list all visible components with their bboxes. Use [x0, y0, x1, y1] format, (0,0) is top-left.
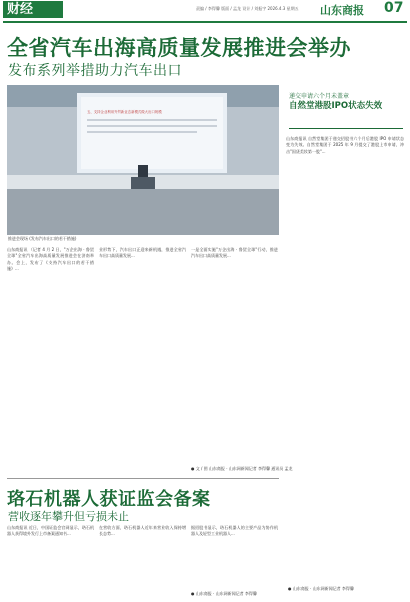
sidebar-kicker: 递交申请六个月未盖章 — [289, 93, 350, 100]
robot-column-1: 山东商报讯 近日，中国证监会官网显示，珞石机器人获得境外发行上市备案通知书... — [7, 525, 94, 537]
event-photo — [7, 85, 279, 235]
main-headline: 全省汽车出海高质量发展推进会举办 — [7, 36, 351, 60]
main-subhead: 发布系列举措助力汽车出口 — [8, 63, 182, 79]
robot-column-2: 在营收方面，珞石机器人近年来营业收入保持增长态势... — [99, 525, 186, 537]
screen-text: 五、支持企业利用外贸新业态新模式做大出口规模 — [87, 110, 162, 114]
robot-subhead: 营收逐年攀升但亏损未止 — [8, 510, 129, 523]
page-number: 07 — [384, 0, 404, 16]
section-label: 财经 — [3, 1, 63, 18]
paper-name: 山东商报 — [320, 4, 364, 17]
main-column-1: 山东商报讯 （记者 4 月 2 日，"万企出海 · 鲁贸全球"全省汽车出海高质量发展推进会在济南举办。会上，发布了《支持汽车出口的若干措施》... — [7, 247, 94, 271]
page-header — [0, 0, 410, 20]
sidebar-body: 山东商报讯 自然堂集团于递交招股书六个月后港股 IPO 申请状态变为失效。自然堂集团于 2025 年 9 月提交了港股上市申请，冲击"国货美妆第一股"... — [286, 136, 404, 154]
robot-column-3: 据招股书显示，珞石机器人的主要产品为协作机器人及轻型工业机器人... — [191, 525, 278, 537]
sidebar-byline: ● 山东商报 · 山东网新闻记者 李得馨 — [288, 586, 354, 591]
main-column-3: 一是全面实施"万企出海 · 鲁贸全球"行动，推进汽车出口高质量发展... — [191, 247, 278, 259]
header-rule — [3, 21, 407, 23]
photo-caption: 推进会现场 (发布汽车出口的若干措施) — [8, 236, 77, 241]
main-byline: ● 文 / 图 山东商报 · 山东网新闻记者 李得馨 通讯员 孟龙 — [191, 466, 293, 471]
page-meta: 责编 / 李得馨 版面 / 孟龙 设计 / 刘振宇 2026.4.3 星期五 — [196, 6, 299, 11]
sidebar-rule — [289, 128, 403, 129]
sidebar-headline: 自然堂港股IPO状态失效 — [289, 101, 383, 111]
main-column-2: 业形势下，汽车出口正迎来新机遇，推进全省汽车出口高质量发展... — [99, 247, 186, 259]
story-divider — [7, 478, 279, 479]
sidebar-story — [286, 86, 406, 596]
robot-byline: ● 山东商报 · 山东网新闻记者 李得馨 — [191, 591, 257, 596]
conference-scene — [7, 85, 279, 235]
robot-headline: 珞石机器人获证监会备案 — [7, 489, 211, 510]
